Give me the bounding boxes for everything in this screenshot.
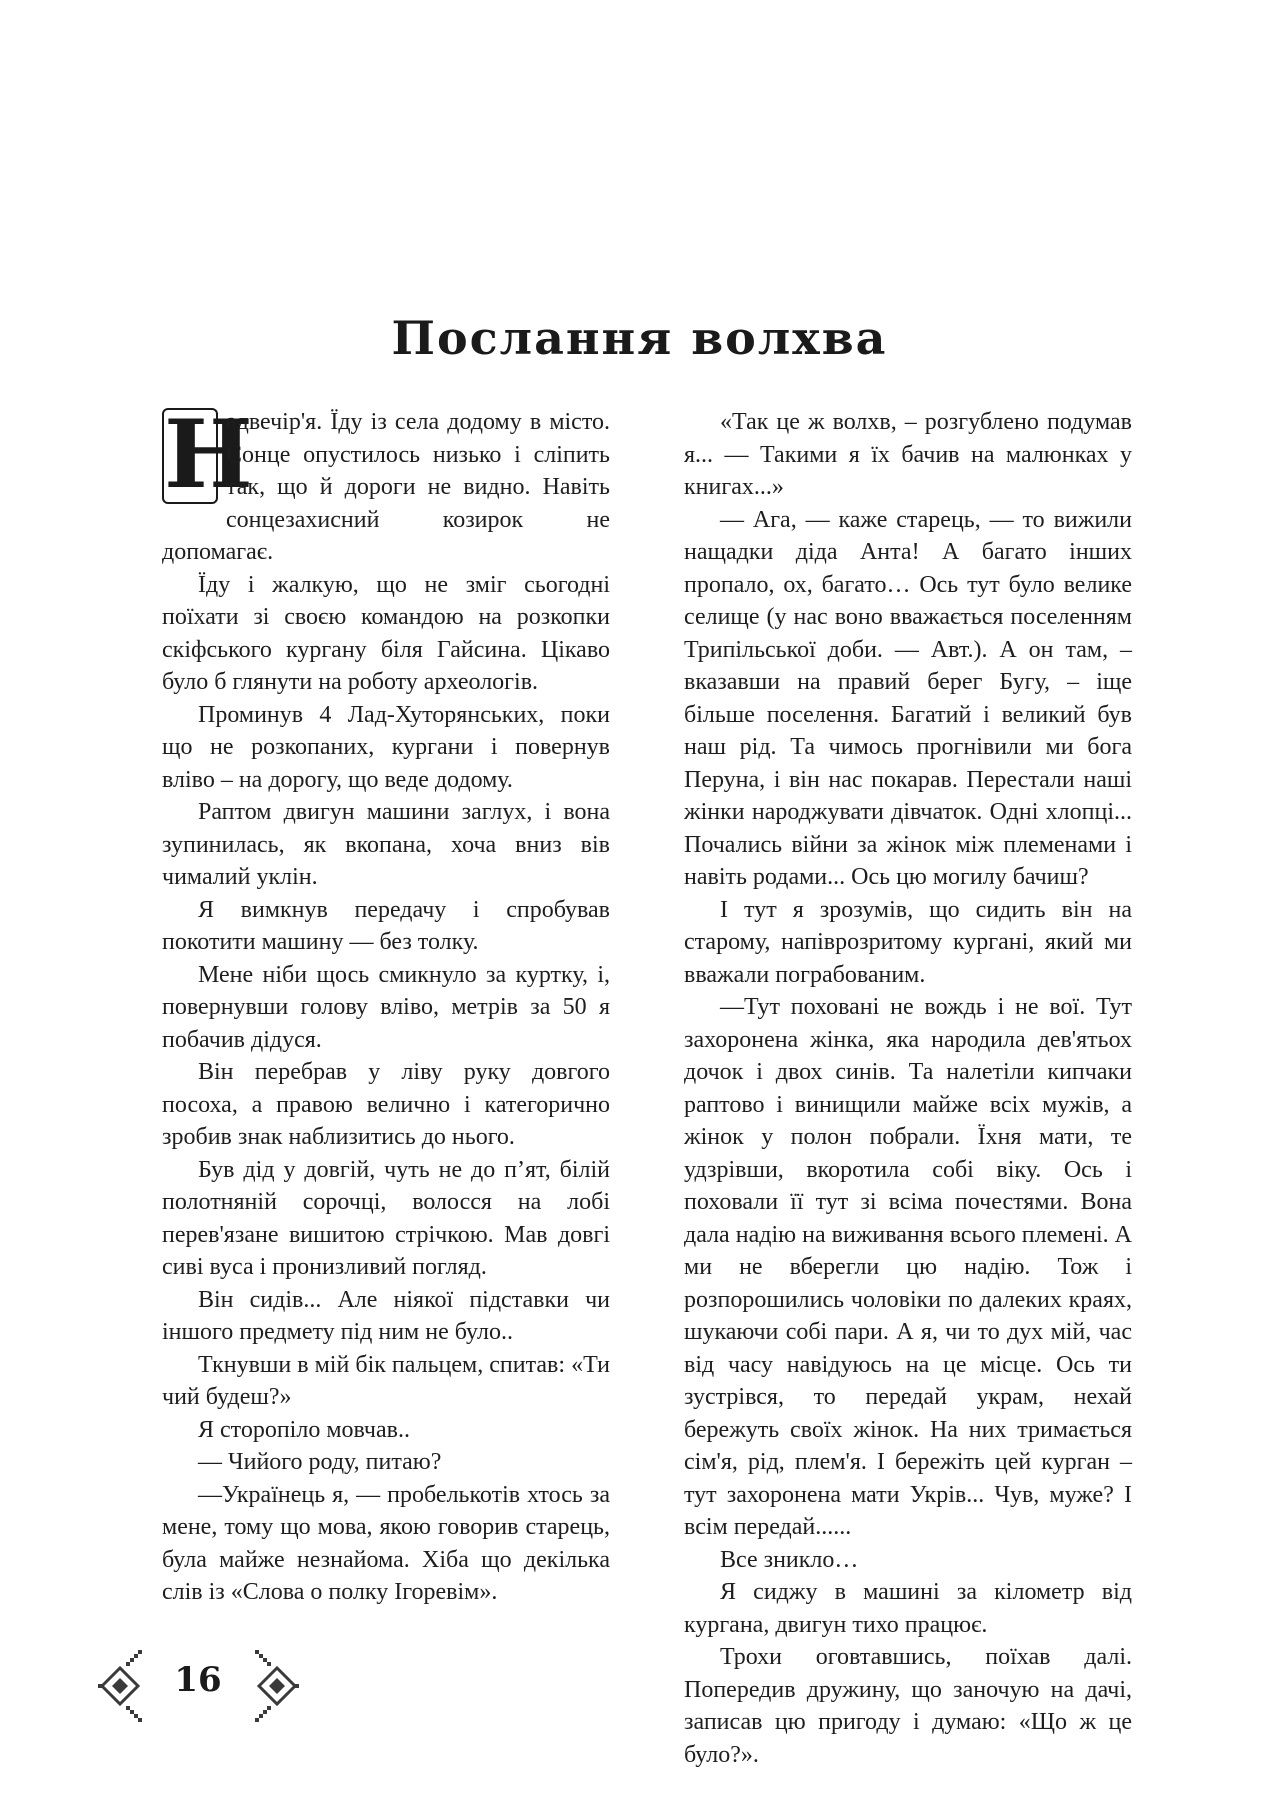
paragraph: Він перебрав у ліву руку довгого посоха, а правою велично і категорично зробив знак наблизитись до нього. [162, 1059, 610, 1150]
embroidery-ornament-icon [255, 1648, 299, 1724]
paragraph: Я вимкнув передачу і спробував покотити машину — без толку. [162, 896, 610, 955]
right-column [684, 406, 1132, 1771]
paragraph: —Тут поховані не вождь і не вої. Тут захоронена жінка, яка народила дев'ятьох дочок і двох синів. Та налетіли кипчаки раптово і винищили майже всіх мужів, а жінок у полон побрали. Їхня мати, те удзрівши, вкоротила собі віку. Ось і поховали її тут зі всіма почестями. Вона дала надію на виживання всього племені. А ми не вберегли цю надію. Тож і розпорошились чоловіки по далеких краях, шукаючи собі пари. А я, чи то дух мій, час від часу навідуюсь на це місце. Ось ти зустрівся, то передай украм, нехай бережуть своїх жінок. На них тримається сім'я, рід, плем'я. І бережіть цей курган – тут захоронена мати Укрів... Чув, муже? І всім передай...... [684, 994, 1132, 1540]
left-column [162, 400, 610, 1609]
paragraph: Мене ніби щось смикнуло за куртку, і, повернувши голову вліво, метрів за 50 я побачив дідуся. [162, 961, 610, 1053]
paragraph: Я сиджу в машині за кілометр від кургана, двигун тихо працює. [684, 1579, 1132, 1638]
paragraph: Раптом двигун машини заглух, і вона зупинилась, як вкопана, хоча вниз вів чималий уклін. [162, 799, 610, 890]
paragraph: — Ага, — каже старець, — то вижили нащадки діда Анта! А багато інших пропало, ох, багато… Ось тут було велике селище (у нас воно вважається поселенням Трипільської доби. — Авт.). А он там, – вказавши на правий берег Бугу, – іще більше поселення. Багатий і великий був наш рід. Та чимось прогнівили ми бога Перуна, і він нас покарав. Перестали наші жінки народжувати дівчаток. Одні хлопці... Почались війни за жінок між племенами і навіть родами... Ось цю могилу бачиш? [684, 506, 1132, 890]
paragraph: —Українець я, — пробелькотів хтось за мене, тому що мова, якою говорив старець, була майже незнайома. Хіба що декілька слів із «Слова о полку Ігоревім». [162, 1481, 610, 1605]
paragraph: Все зникло… [720, 1546, 859, 1573]
paragraph: І тут я зрозумів, що сидить він на старому, напіврозритому кургані, який ми вважали пограбованим. [684, 896, 1132, 988]
paragraph: Ткнувши в мій бік пальцем, спитав: «Ти чий будеш?» [162, 1351, 610, 1410]
paragraph: «Так це ж волхв, – розгублено подумав я... — Такими я їх бачив на малюнках у книгах...» [684, 409, 1132, 500]
embroidery-ornament-icon [98, 1648, 142, 1724]
paragraph: Їду і жалкую, що не зміг сьогодні поїхати зі своєю командою на розкопки скіфського кургану біля Гайсина. Цікаво було б глянути на роботу археологів. [162, 571, 610, 695]
paragraph: Він сидів... Але ніякої підставки чи іншого предмету під ним не було.. [162, 1286, 610, 1345]
paragraph: Я сторопіло мовчав.. [198, 1416, 410, 1443]
paragraph: Н адвечір'я. Їду із села додому в місто. Сонце опустилось низько і сліпить так, що й дороги не видно. Навіть сонцезахисний козирок не допомагає. [162, 400, 610, 565]
page-number: 16 [174, 1660, 222, 1700]
paragraph: Був дід у довгій, чуть не до п’ят, білій полотняній сорочці, волосся на лобі перев'язане вишитою стрічкою. Мав довгі сиві вуса і пронизливий погляд. [162, 1156, 610, 1280]
paragraph: Трохи оговтавшись, поїхав далі. Попередив дружину, що заночую на дачі, записав цю пригоду і думаю: «Що ж це було?». [684, 1644, 1132, 1768]
paragraph: Проминув 4 Лад-Хуторянських, поки що не розкопаних, кургани і повернув вліво – на дорогу, що веде додому. [162, 701, 610, 793]
drop-cap: Н [164, 400, 253, 510]
paragraph: — Чийого роду, питаю? [198, 1449, 442, 1475]
article-title: Послання волхва [391, 311, 888, 365]
